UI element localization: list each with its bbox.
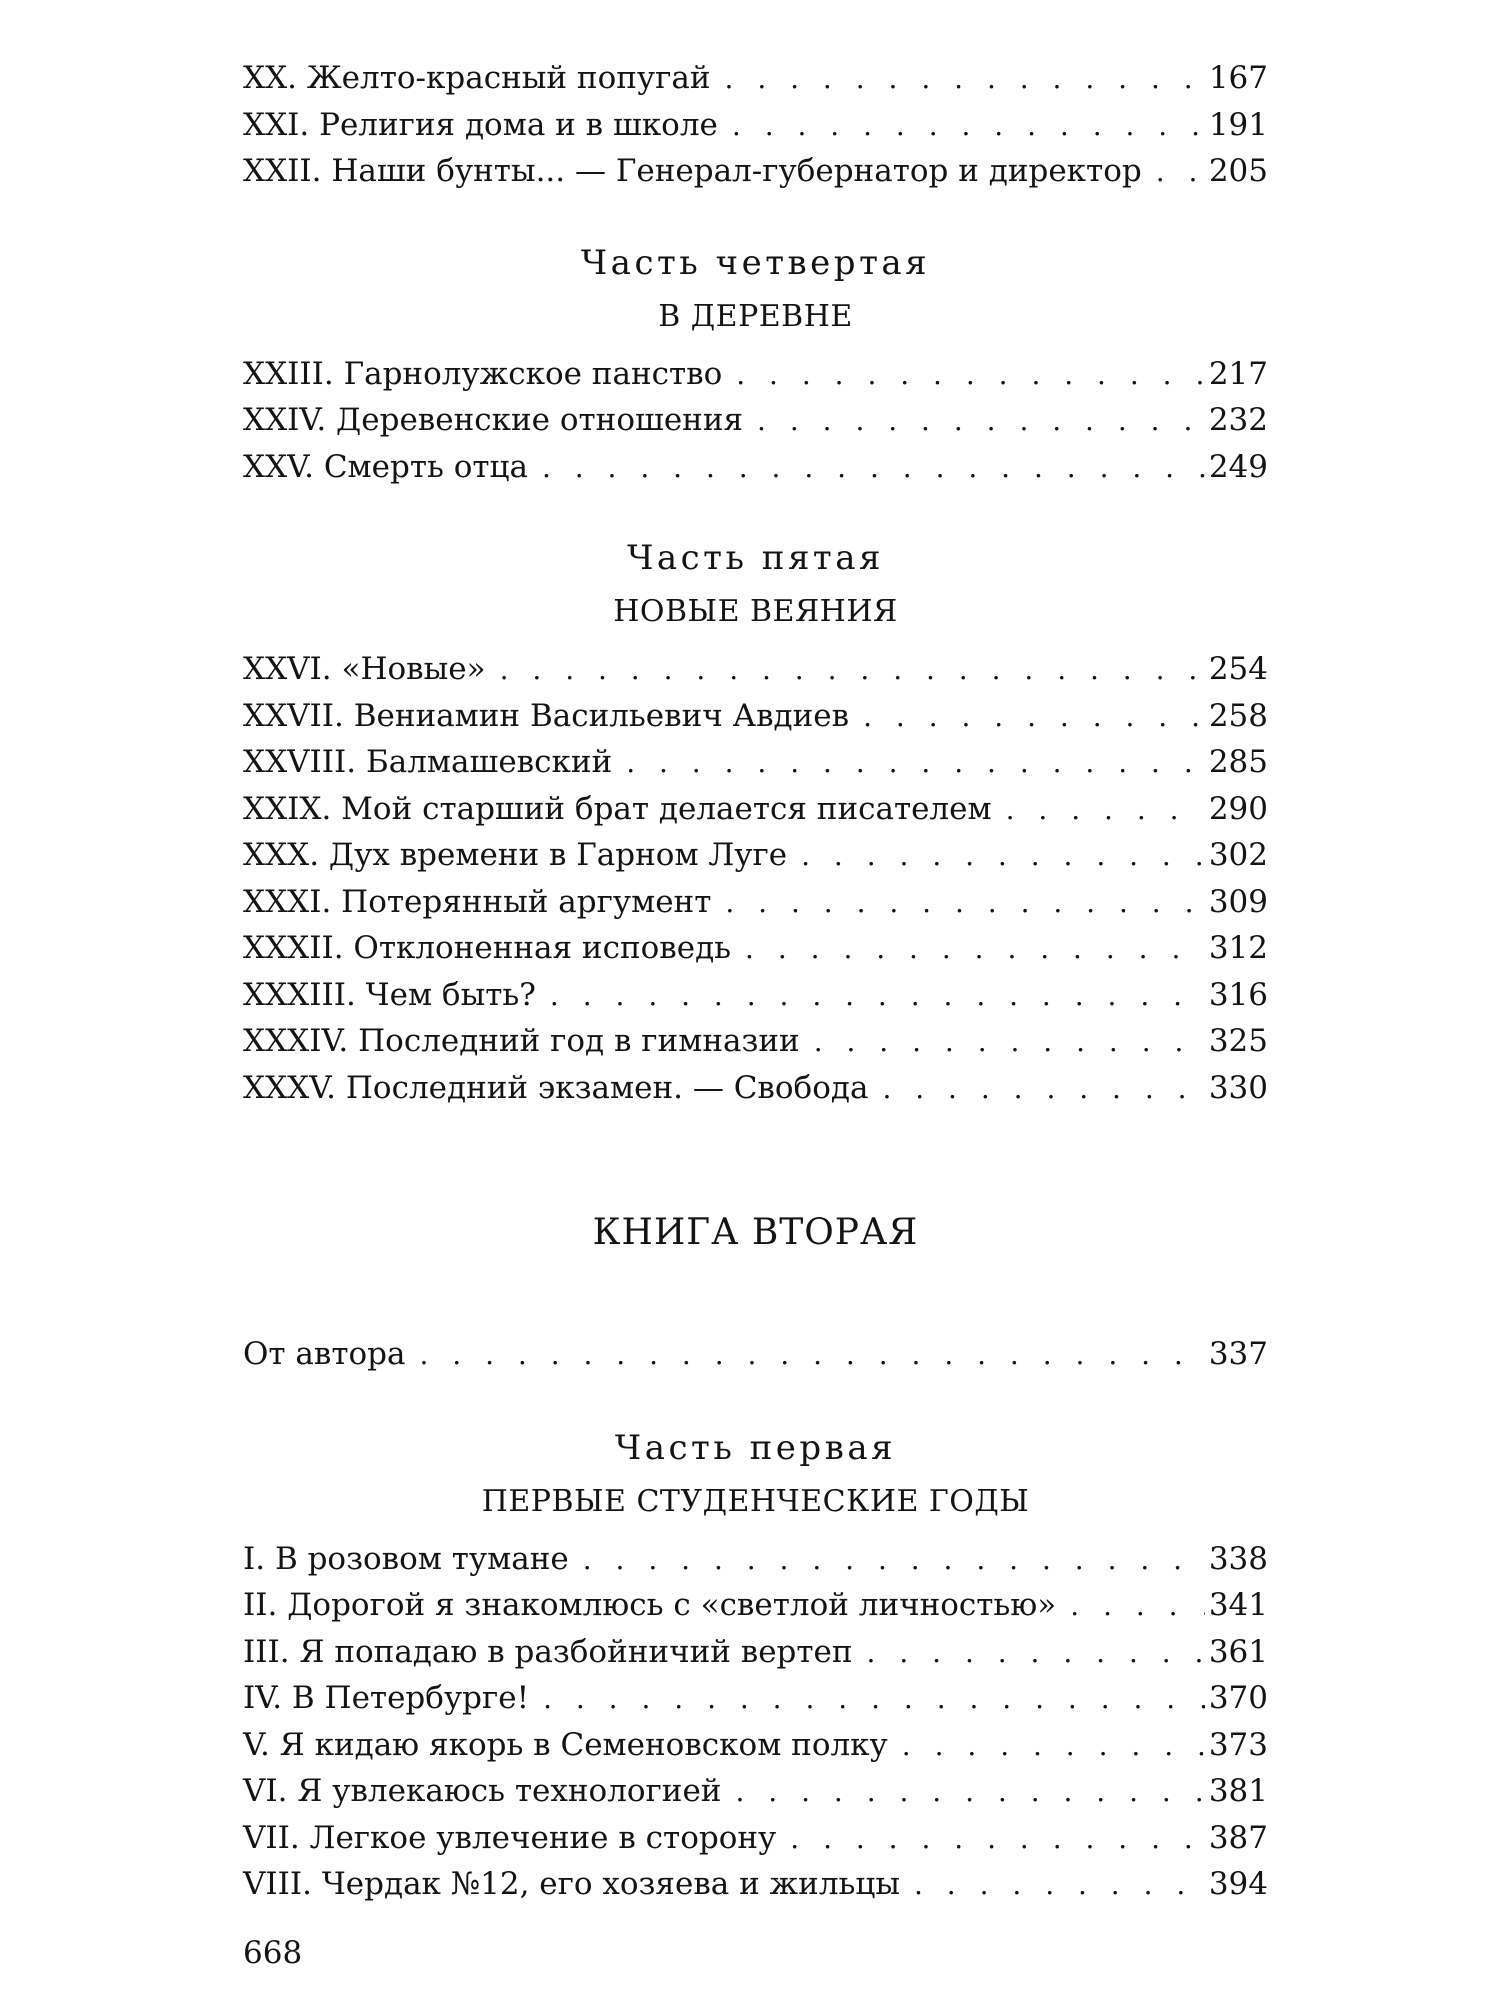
toc-entry-page: 217 xyxy=(1208,355,1268,392)
spacer xyxy=(243,1111,1268,1203)
table-of-contents xyxy=(243,55,1268,1908)
toc-group-book-two-part-one xyxy=(243,1536,1268,1908)
toc-leader-dots xyxy=(882,1066,1204,1113)
toc-entry xyxy=(243,148,1268,195)
toc-leader-dots xyxy=(542,445,1205,492)
toc-entry-page: 338 xyxy=(1208,1540,1268,1577)
toc-entry xyxy=(243,1815,1268,1862)
toc-entry xyxy=(243,397,1268,444)
toc-entry-page: 285 xyxy=(1208,744,1268,780)
toc-entry-page: 254 xyxy=(1208,651,1268,687)
toc-entry xyxy=(243,646,1268,693)
toc-entry-title: VIII. Чердак №12, его хозяева и жильцы xyxy=(243,1866,900,1902)
toc-entry-title: XXIII. Гарнолужское панство xyxy=(243,355,723,392)
toc-leader-dots xyxy=(902,1723,1205,1770)
toc-entry xyxy=(243,739,1268,786)
toc-entry-title: XXI. Религия дома и в школе xyxy=(243,106,718,143)
toc-entry-title: XXXV. Последний экзамен. — Свобода xyxy=(243,1069,869,1106)
toc-group-book-one-tail xyxy=(243,55,1268,195)
toc-entry-page: 205 xyxy=(1208,153,1268,189)
toc-entry-page: 381 xyxy=(1208,1773,1268,1809)
part-title: Часть пятая xyxy=(627,538,884,578)
part-title: Часть первая xyxy=(614,1427,897,1468)
toc-entry-title: XXX. Дух времени в Гарном Луге xyxy=(243,837,788,873)
toc-entry xyxy=(243,1675,1268,1722)
toc-entry-title: XXII. Наши бунты... — Генерал-губернатор и директор xyxy=(243,153,1142,189)
toc-entry xyxy=(243,1536,1268,1583)
toc-leader-dots xyxy=(420,1332,1205,1379)
toc-entry xyxy=(243,1768,1268,1815)
toc-leader-dots xyxy=(1006,787,1205,834)
toc-entry-page: 330 xyxy=(1208,1069,1268,1106)
toc-entry-page: 316 xyxy=(1208,976,1268,1013)
toc-entry xyxy=(243,693,1268,740)
toc-entry-title: XXVI. «Новые» xyxy=(243,651,486,687)
toc-entry xyxy=(243,786,1268,833)
toc-entry-page: 232 xyxy=(1208,402,1268,438)
spacer xyxy=(243,343,1268,351)
toc-entry-page: 373 xyxy=(1208,1726,1268,1763)
toc-entry xyxy=(243,1018,1268,1065)
toc-leader-dots xyxy=(626,740,1205,787)
toc-leader-dots xyxy=(914,1862,1205,1909)
spacer xyxy=(243,1378,1268,1420)
toc-leader-dots xyxy=(757,398,1205,445)
toc-entry-title: II. Дорогой я знакомлюсь с «светлой личностью» xyxy=(243,1587,1057,1623)
spacer xyxy=(243,195,1268,235)
toc-leader-dots xyxy=(801,833,1205,880)
toc-entry-title: От автора xyxy=(243,1336,406,1372)
toc-entry-page: 309 xyxy=(1208,883,1268,920)
toc-entry-page: 249 xyxy=(1208,448,1268,485)
toc-entry xyxy=(243,1861,1268,1908)
toc-leader-dots xyxy=(543,1676,1205,1723)
toc-entry-page: 258 xyxy=(1208,697,1268,734)
page-number: 668 xyxy=(243,1935,303,1971)
toc-entry-title: XXXIV. Последний год в гимназии xyxy=(243,1023,800,1059)
toc-entry xyxy=(243,55,1268,102)
toc-entry-page: 312 xyxy=(1208,930,1268,966)
toc-leader-dots xyxy=(867,1630,1205,1677)
spacer xyxy=(243,1528,1268,1536)
toc-entry-title: V. Я кидаю якорь в Семеновском полку xyxy=(243,1726,888,1763)
toc-entry xyxy=(243,351,1268,398)
toc-entry-title: XXIV. Деревенские отношения xyxy=(243,402,744,438)
toc-entry xyxy=(243,1722,1268,1769)
toc-entry-title: VII. Легкое увлечение в сторону xyxy=(243,1819,777,1856)
toc-leader-dots xyxy=(583,1537,1205,1584)
spacer xyxy=(243,490,1268,530)
toc-entry-title: I. В розовом тумане xyxy=(243,1540,569,1577)
toc-leader-dots xyxy=(550,973,1205,1020)
spacer xyxy=(243,1263,1268,1331)
toc-entry-page: 394 xyxy=(1208,1866,1268,1902)
toc-entry-page: 290 xyxy=(1208,790,1268,827)
toc-leader-dots xyxy=(814,1019,1205,1066)
toc-leader-dots xyxy=(725,56,1205,103)
toc-entry-page: 370 xyxy=(1208,1680,1268,1716)
section-title: НОВЫЕ ВЕЯНИЯ xyxy=(613,594,898,629)
toc-entry-page: 167 xyxy=(1208,60,1268,96)
toc-leader-dots xyxy=(725,880,1204,927)
toc-group-part-five xyxy=(243,646,1268,1111)
toc-entry xyxy=(243,879,1268,926)
toc-entry-page: 302 xyxy=(1208,837,1268,873)
toc-leader-dots xyxy=(736,352,1205,399)
toc-entry xyxy=(243,1065,1268,1112)
toc-entry-title: IV. В Петербурге! xyxy=(243,1680,530,1716)
toc-entry-title: XX. Желто-красный попугай xyxy=(243,60,711,96)
toc-entry xyxy=(243,102,1268,149)
toc-leader-dots xyxy=(500,647,1205,694)
toc-entry xyxy=(243,925,1268,972)
toc-leader-dots xyxy=(1070,1583,1205,1630)
toc-entry-page: 325 xyxy=(1208,1023,1268,1059)
toc-entry-title: XXIX. Мой старший брат делается писателем xyxy=(243,790,992,827)
toc-leader-dots xyxy=(863,694,1205,741)
toc-leader-dots xyxy=(732,103,1205,150)
toc-leader-dots xyxy=(790,1816,1205,1863)
part-title: Часть четвертая xyxy=(580,242,931,283)
toc-entry xyxy=(243,1629,1268,1676)
book-title: КНИГА ВТОРАЯ xyxy=(592,1212,919,1253)
toc-entry-title: XXV. Смерть отца xyxy=(243,448,528,485)
toc-entry-page: 191 xyxy=(1208,106,1268,143)
toc-entry xyxy=(243,972,1268,1019)
section-title: ПЕРВЫЕ СТУДЕНЧЕСКИЕ ГОДЫ xyxy=(481,1483,1030,1519)
toc-entry-title: XXXIII. Чем быть? xyxy=(243,976,536,1013)
toc-entry xyxy=(243,1582,1268,1629)
section-title: В ДЕРЕВНЕ xyxy=(658,298,853,334)
toc-entry-title: XXVII. Вениамин Васильевич Авдиев xyxy=(243,697,850,734)
toc-entry xyxy=(243,444,1268,491)
toc-entry-page: 361 xyxy=(1208,1633,1268,1670)
toc-leader-dots xyxy=(1156,149,1205,196)
toc-entry-page: 387 xyxy=(1208,1819,1268,1856)
toc-entry-preface xyxy=(243,1331,1268,1378)
toc-entry-title: VI. Я увлекаюсь технологией xyxy=(243,1773,722,1809)
toc-leader-dots xyxy=(745,926,1205,973)
toc-entry-title: XXXI. Потерянный аргумент xyxy=(243,883,712,920)
toc-group-part-four xyxy=(243,351,1268,491)
spacer xyxy=(243,638,1268,646)
toc-entry-title: XXXII. Отклоненная исповедь xyxy=(243,930,732,966)
toc-entry-page: 341 xyxy=(1208,1587,1268,1623)
toc-entry xyxy=(243,832,1268,879)
toc-entry-title: III. Я попадаю в разбойничий вертеп xyxy=(243,1633,853,1670)
toc-entry-page: 337 xyxy=(1208,1336,1268,1372)
toc-entry-title: XXVIII. Балмашевский xyxy=(243,744,613,780)
toc-leader-dots xyxy=(735,1769,1204,1816)
